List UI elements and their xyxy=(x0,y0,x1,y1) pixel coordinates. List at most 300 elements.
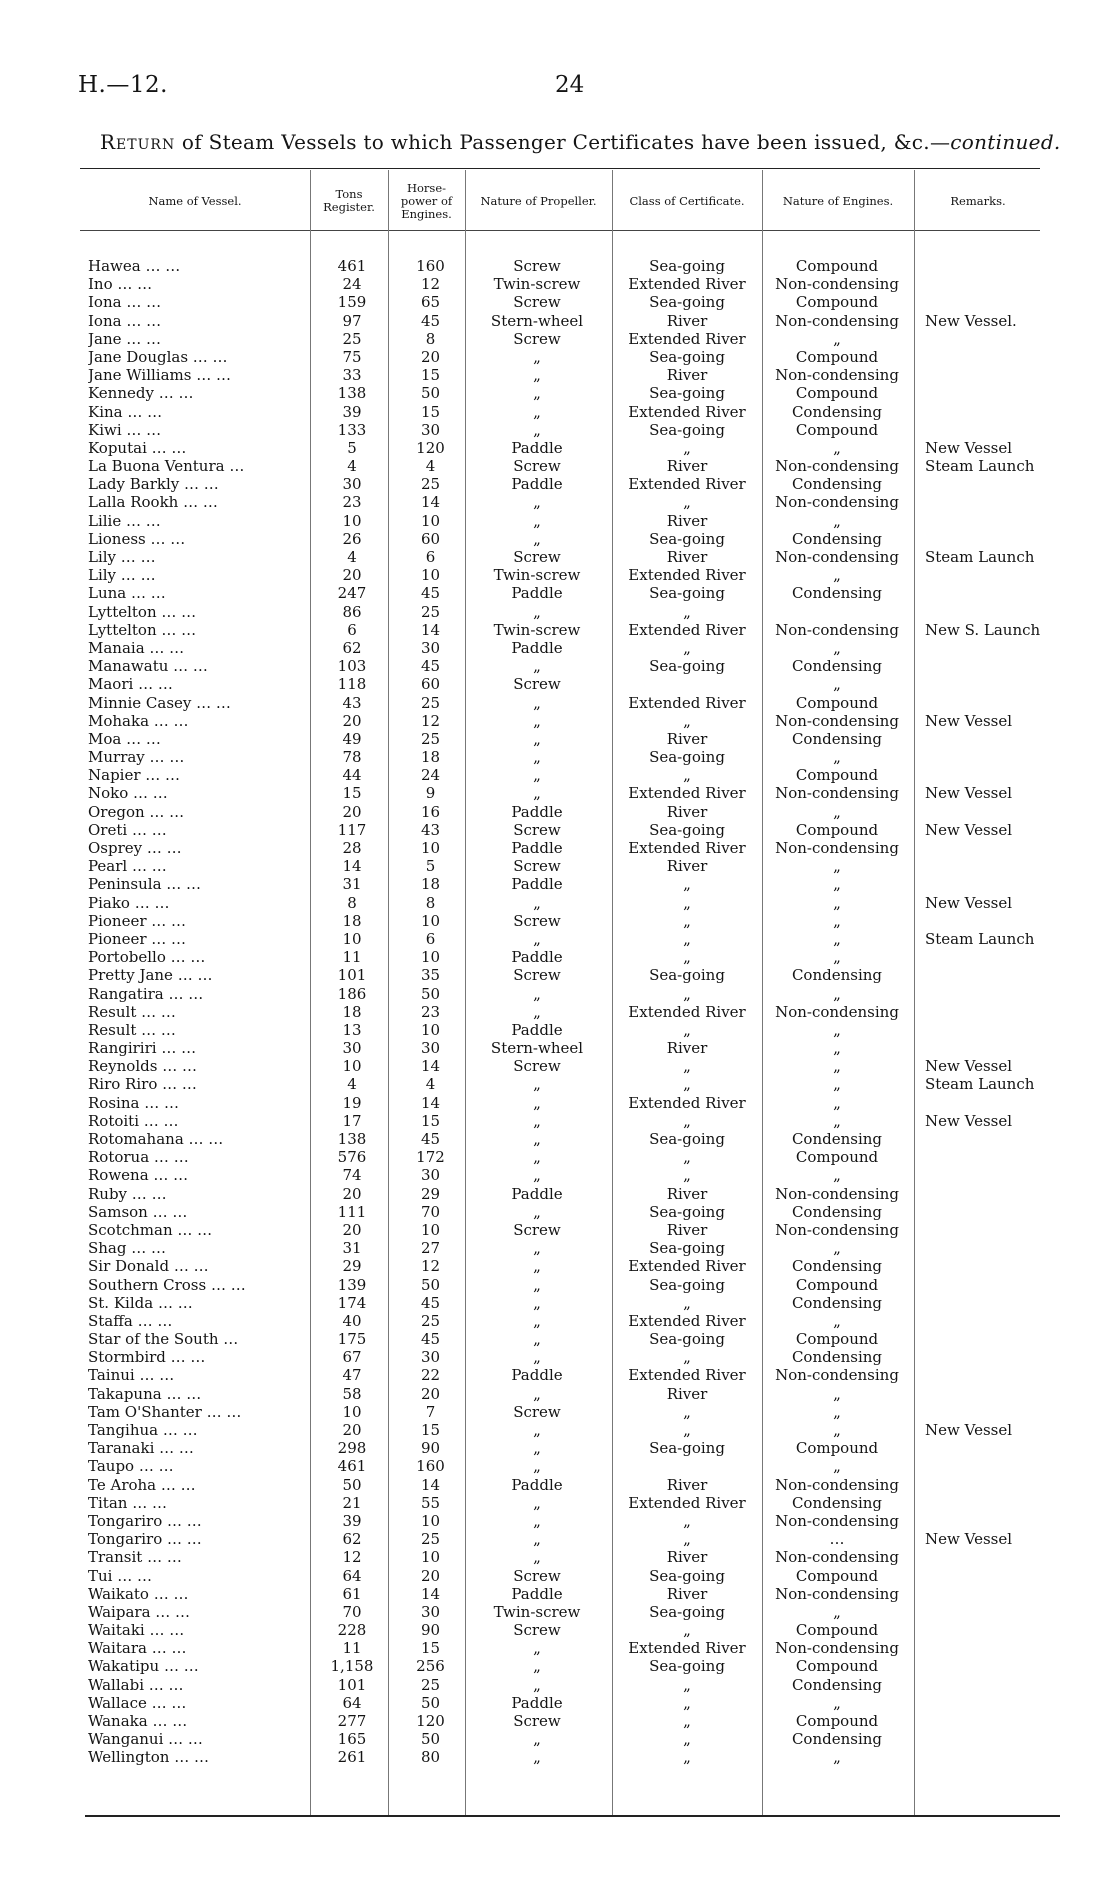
tons-register: 67 xyxy=(342,1348,362,1367)
vessel-name: Jane Williams … … xyxy=(88,366,232,385)
certificate-class: „ xyxy=(683,1148,691,1167)
tons-register: 118 xyxy=(337,675,367,694)
certificate-class: River xyxy=(666,802,708,821)
table-row xyxy=(0,712,1114,730)
propeller-type: „ xyxy=(533,1457,541,1476)
tons-register: 86 xyxy=(342,602,362,621)
table-row xyxy=(0,1348,1114,1366)
horse-power: 55 xyxy=(420,1493,441,1512)
vessel-name: Taupo … … xyxy=(88,1457,174,1476)
engine-type: Condensing xyxy=(791,729,883,748)
propeller-type: Screw xyxy=(513,257,561,275)
certificate-class: Sea-going xyxy=(649,1239,725,1258)
certificate-class: River xyxy=(666,457,708,476)
engine-type: „ xyxy=(833,893,841,912)
page-reference: H.—12. xyxy=(78,72,168,98)
propeller-type: „ xyxy=(533,766,541,785)
vessel-name: Star of the South … xyxy=(88,1330,239,1349)
tons-register: 62 xyxy=(342,638,362,657)
tons-register: 49 xyxy=(342,729,362,748)
certificate-class: Sea-going xyxy=(649,1130,725,1148)
certificate-class: Extended River xyxy=(628,620,746,639)
tons-register: 576 xyxy=(337,1148,367,1167)
remarks: Steam Launch xyxy=(925,457,1035,476)
propeller-type: Screw xyxy=(513,457,561,476)
vessel-name: Tainui … … xyxy=(88,1366,175,1385)
engine-type: „ xyxy=(833,1111,841,1130)
table-row xyxy=(0,875,1114,893)
table-top-rule xyxy=(80,168,1040,169)
propeller-type: „ xyxy=(533,984,541,1003)
tons-register: 10 xyxy=(342,929,362,948)
table-row xyxy=(0,1057,1114,1075)
vessel-name: Lady Barkly … … xyxy=(88,475,219,494)
tons-register: 26 xyxy=(342,529,362,548)
vessel-name: Wallace … … xyxy=(88,1693,187,1712)
engine-type: Condensing xyxy=(791,475,883,494)
horse-power: 10 xyxy=(420,839,441,857)
table-row xyxy=(0,1585,1114,1603)
engine-type: Non-condensing xyxy=(775,1366,899,1385)
engine-type: Compound xyxy=(795,1712,879,1730)
tons-register: 20 xyxy=(342,802,362,821)
horse-power: 120 xyxy=(416,438,445,457)
table-row xyxy=(0,1003,1114,1021)
horse-power: 30 xyxy=(420,1039,441,1058)
engine-type: „ xyxy=(833,1748,841,1767)
horse-power: 50 xyxy=(420,1730,441,1749)
tons-register: 50 xyxy=(342,1475,362,1494)
table-row xyxy=(0,1385,1114,1403)
horse-power: 90 xyxy=(420,1439,441,1458)
page-number: 24 xyxy=(555,72,585,98)
vessel-name: Transit … … xyxy=(88,1548,182,1567)
propeller-type: Stern-wheel xyxy=(490,1039,584,1058)
horse-power: 6 xyxy=(425,548,436,566)
table-row xyxy=(0,1512,1114,1530)
title-middle: of Steam Vessels to which Passenger Certificates have been issued, &c.— xyxy=(175,130,951,154)
table-row xyxy=(0,803,1114,821)
propeller-type: Screw xyxy=(513,820,561,839)
remarks: New Vessel xyxy=(925,820,1013,839)
table-row xyxy=(0,1130,1114,1148)
tons-register: 139 xyxy=(337,1275,367,1294)
certificate-class: Sea-going xyxy=(649,293,725,312)
tons-register: 74 xyxy=(342,1166,362,1185)
propeller-type: Screw xyxy=(513,293,561,312)
certificate-class: „ xyxy=(683,1293,691,1312)
propeller-type: „ xyxy=(533,784,541,803)
engine-type: Compound xyxy=(795,257,879,275)
certificate-class: Sea-going xyxy=(649,1275,725,1294)
horse-power: 14 xyxy=(420,1093,441,1112)
engine-type: Condensing xyxy=(791,1675,883,1694)
table-row xyxy=(0,1748,1114,1766)
engine-type: „ xyxy=(833,638,841,657)
propeller-type: Paddle xyxy=(511,1693,563,1712)
horse-power: 10 xyxy=(420,1020,441,1039)
vessel-name: Mohaka … … xyxy=(88,711,189,730)
remarks: New Vessel xyxy=(925,893,1013,912)
propeller-type: Twin-screw xyxy=(493,1602,581,1621)
tons-register: 165 xyxy=(337,1730,367,1749)
propeller-type: „ xyxy=(533,402,541,421)
tons-register: 4 xyxy=(347,1075,357,1094)
vessel-name: Luna … … xyxy=(88,584,166,603)
horse-power: 10 xyxy=(420,1548,441,1567)
propeller-type: „ xyxy=(533,1548,541,1567)
engine-type: Condensing xyxy=(791,1130,883,1148)
horse-power: 50 xyxy=(420,984,441,1003)
table-row xyxy=(0,293,1114,311)
propeller-type: „ xyxy=(533,1730,541,1749)
vessel-name: Takapuna … … xyxy=(88,1384,202,1403)
engine-type: … xyxy=(829,1530,845,1549)
table-row xyxy=(0,1276,1114,1294)
propeller-type: „ xyxy=(533,1439,541,1458)
certificate-class: Extended River xyxy=(628,329,746,348)
table-row xyxy=(0,1330,1114,1348)
vessel-name: Minnie Casey … … xyxy=(88,693,231,712)
vessel-name: Moa … … xyxy=(88,729,161,748)
horse-power: 29 xyxy=(420,1184,441,1203)
tons-register: 20 xyxy=(342,1421,362,1439)
propeller-type: „ xyxy=(533,1075,541,1094)
certificate-class: Extended River xyxy=(628,475,746,494)
propeller-type: „ xyxy=(533,693,541,712)
propeller-type: Paddle xyxy=(511,1020,563,1039)
certificate-class: River xyxy=(666,366,708,385)
propeller-type: Paddle xyxy=(511,438,563,457)
table-row xyxy=(0,985,1114,1003)
tons-register: 61 xyxy=(342,1584,362,1603)
engine-type: „ xyxy=(833,1602,841,1621)
vessel-name: Rotomahana … … xyxy=(88,1130,224,1148)
table-row xyxy=(0,603,1114,621)
horse-power: 45 xyxy=(420,1130,441,1148)
certificate-class: Sea-going xyxy=(649,966,725,985)
vessel-name: Riro Riro … … xyxy=(88,1075,197,1094)
propeller-type: „ xyxy=(533,711,541,730)
horse-power: 43 xyxy=(420,820,441,839)
tons-register: 62 xyxy=(342,1530,362,1549)
horse-power: 172 xyxy=(416,1148,445,1167)
vessel-name: Rosina … … xyxy=(88,1093,179,1112)
certificate-class: „ xyxy=(683,766,691,785)
horse-power: 90 xyxy=(420,1621,441,1640)
engine-type: Compound xyxy=(795,1657,879,1676)
engine-type: Non-condensing xyxy=(775,620,899,639)
certificate-class: „ xyxy=(683,1712,691,1730)
tons-register: 10 xyxy=(342,1057,362,1076)
tons-register: 31 xyxy=(342,875,362,894)
header-tons: Tons Register. xyxy=(323,187,375,214)
table-row xyxy=(0,1439,1114,1457)
vessel-name: Scotchman … … xyxy=(88,1220,213,1239)
certificate-class: River xyxy=(666,729,708,748)
horse-power: 16 xyxy=(420,802,441,821)
propeller-type: Screw xyxy=(513,1621,561,1640)
horse-power: 160 xyxy=(416,1457,445,1476)
propeller-type: „ xyxy=(533,1093,541,1112)
certificate-class: „ xyxy=(683,875,691,894)
propeller-type: Paddle xyxy=(511,1475,563,1494)
table-row xyxy=(0,1294,1114,1312)
tons-register: 24 xyxy=(342,275,362,294)
horse-power: 45 xyxy=(420,1330,441,1349)
tons-register: 1,158 xyxy=(330,1657,374,1676)
table-row xyxy=(0,1403,1114,1421)
table-row xyxy=(0,784,1114,802)
tons-register: 4 xyxy=(347,457,357,476)
horse-power: 10 xyxy=(420,566,441,585)
header-name: Name of Vessel. xyxy=(148,193,242,208)
tons-register: 43 xyxy=(342,693,362,712)
tons-register: 4 xyxy=(347,548,357,566)
certificate-class: „ xyxy=(683,1075,691,1094)
vessel-table-body xyxy=(0,257,1114,1767)
table-row xyxy=(0,1730,1114,1748)
engine-type: Non-condensing xyxy=(775,784,899,803)
engine-type: „ xyxy=(833,1693,841,1712)
certificate-class: „ xyxy=(683,1111,691,1130)
table-row xyxy=(0,1075,1114,1093)
certificate-class: River xyxy=(666,1584,708,1603)
vessel-name: Wanaka … … xyxy=(88,1712,188,1730)
vessel-name: Pioneer … … xyxy=(88,911,187,930)
certificate-class: Extended River xyxy=(628,1366,746,1385)
table-row xyxy=(0,475,1114,493)
certificate-class: „ xyxy=(683,711,691,730)
engine-type: Compound xyxy=(795,1148,879,1167)
vessel-name: Jane Douglas … … xyxy=(88,347,228,366)
certificate-class: „ xyxy=(683,893,691,912)
propeller-type: Paddle xyxy=(511,875,563,894)
tons-register: 228 xyxy=(337,1621,367,1640)
propeller-type: „ xyxy=(533,366,541,385)
tons-register: 39 xyxy=(342,1511,362,1530)
tons-register: 12 xyxy=(342,1548,362,1567)
certificate-class: Extended River xyxy=(628,1639,746,1658)
tons-register: 19 xyxy=(342,1093,362,1112)
vessel-name: Waikato … … xyxy=(88,1584,189,1603)
engine-type: „ xyxy=(833,875,841,894)
table-row xyxy=(0,403,1114,421)
certificate-class: Extended River xyxy=(628,402,746,421)
horse-power: 50 xyxy=(420,384,441,403)
horse-power: 12 xyxy=(420,275,441,294)
engine-type: Non-condensing xyxy=(775,711,899,730)
tons-register: 101 xyxy=(337,1675,367,1694)
engine-type: Non-condensing xyxy=(775,1639,899,1658)
vessel-name: St. Kilda … … xyxy=(88,1293,193,1312)
engine-type: Compound xyxy=(795,1275,879,1294)
table-row xyxy=(0,1657,1114,1675)
vessel-name: Waitara … … xyxy=(88,1639,187,1658)
horse-power: 25 xyxy=(420,602,441,621)
table-row xyxy=(0,493,1114,511)
vessel-name: Rotorua … … xyxy=(88,1148,189,1167)
remarks: New Vessel xyxy=(925,1111,1013,1130)
propeller-type: Paddle xyxy=(511,475,563,494)
horse-power: 20 xyxy=(420,1566,441,1585)
table-row xyxy=(0,1185,1114,1203)
engine-type: Non-condensing xyxy=(775,457,899,476)
horse-power: 45 xyxy=(420,584,441,603)
vessel-name: Koputai … … xyxy=(88,438,187,457)
propeller-type: Twin-screw xyxy=(493,275,581,294)
table-row xyxy=(0,1457,1114,1475)
tons-register: 28 xyxy=(342,839,362,857)
propeller-type: „ xyxy=(533,1293,541,1312)
engine-type: Compound xyxy=(795,384,879,403)
horse-power: 14 xyxy=(420,1057,441,1076)
horse-power: 30 xyxy=(420,1166,441,1185)
horse-power: 15 xyxy=(420,1421,441,1439)
propeller-type: Paddle xyxy=(511,638,563,657)
tons-register: 44 xyxy=(342,766,362,785)
title-suffix: continued. xyxy=(950,130,1061,154)
certificate-class: River xyxy=(666,311,708,330)
horse-power: 50 xyxy=(420,1275,441,1294)
table-row xyxy=(0,384,1114,402)
tons-register: 10 xyxy=(342,511,362,530)
tons-register: 13 xyxy=(342,1020,362,1039)
tons-register: 97 xyxy=(342,311,362,330)
tons-register: 159 xyxy=(337,293,367,312)
propeller-type: Paddle xyxy=(511,584,563,603)
certificate-class: „ xyxy=(683,984,691,1003)
engine-type: „ xyxy=(833,566,841,585)
engine-type: „ xyxy=(833,1384,841,1403)
vessel-name: Iona … … xyxy=(88,293,162,312)
engine-type: Non-condensing xyxy=(775,311,899,330)
engine-type: „ xyxy=(833,1093,841,1112)
propeller-type: „ xyxy=(533,657,541,676)
propeller-type: „ xyxy=(533,1311,541,1330)
vessel-name: Wellington … … xyxy=(88,1748,209,1767)
tons-register: 111 xyxy=(337,1202,367,1221)
certificate-class: River xyxy=(666,1475,708,1494)
propeller-type: Paddle xyxy=(511,839,563,857)
tons-register: 461 xyxy=(337,1457,367,1476)
engine-type: Condensing xyxy=(791,657,883,676)
certificate-class: Sea-going xyxy=(649,257,725,275)
table-row xyxy=(0,566,1114,584)
tons-register: 5 xyxy=(347,438,357,457)
certificate-class: Sea-going xyxy=(649,420,725,439)
table-row xyxy=(0,839,1114,857)
vessel-name: Taranaki … … xyxy=(88,1439,194,1458)
vessel-name: Lyttelton … … xyxy=(88,620,197,639)
table-row xyxy=(0,1221,1114,1239)
header-certificate: Class of Certificate. xyxy=(629,193,745,208)
vessel-name: Wakatipu … … xyxy=(88,1657,199,1676)
vessel-name: Te Aroha … … xyxy=(88,1475,196,1494)
engine-type: „ xyxy=(833,1057,841,1076)
propeller-type: „ xyxy=(533,1148,541,1167)
vessel-name: Tangihua … … xyxy=(88,1421,198,1439)
table-row xyxy=(0,730,1114,748)
engine-type: Non-condensing xyxy=(775,1220,899,1239)
engine-type: Compound xyxy=(795,1621,879,1640)
propeller-type: Paddle xyxy=(511,1366,563,1385)
table-row xyxy=(0,530,1114,548)
certificate-class: River xyxy=(666,1384,708,1403)
propeller-type: Screw xyxy=(513,1566,561,1585)
tons-register: 14 xyxy=(342,857,362,876)
tons-register: 20 xyxy=(342,1220,362,1239)
vessel-name: Pearl … … xyxy=(88,857,167,876)
engine-type: „ xyxy=(833,1020,841,1039)
tons-register: 133 xyxy=(337,420,367,439)
tons-register: 75 xyxy=(342,347,362,366)
certificate-class: Extended River xyxy=(628,1257,746,1276)
table-row xyxy=(0,675,1114,693)
vessel-name: Ruby … … xyxy=(88,1184,167,1203)
vessel-name: Hawea … … xyxy=(88,257,181,275)
table-row xyxy=(0,930,1114,948)
certificate-class: Extended River xyxy=(628,839,746,857)
certificate-class: Sea-going xyxy=(649,1566,725,1585)
tons-register: 20 xyxy=(342,1184,362,1203)
vessel-name: Murray … … xyxy=(88,748,185,767)
propeller-type: „ xyxy=(533,602,541,621)
engine-type: Compound xyxy=(795,1439,879,1458)
engine-type: „ xyxy=(833,911,841,930)
engine-type: Non-condensing xyxy=(775,1548,899,1567)
certificate-class: Extended River xyxy=(628,1002,746,1021)
engine-type: „ xyxy=(833,948,841,967)
engine-type: Compound xyxy=(795,1566,879,1585)
table-row xyxy=(0,894,1114,912)
table-row xyxy=(0,857,1114,875)
horse-power: 14 xyxy=(420,1584,441,1603)
certificate-class: Sea-going xyxy=(649,1439,725,1458)
tons-register: 78 xyxy=(342,748,362,767)
propeller-type: Screw xyxy=(513,675,561,694)
certificate-class: „ xyxy=(683,1020,691,1039)
certificate-class: „ xyxy=(683,1621,691,1640)
propeller-type: „ xyxy=(533,493,541,512)
remarks: New Vessel xyxy=(925,784,1013,803)
vessel-name: Waitaki … … xyxy=(88,1621,185,1640)
certificate-class: „ xyxy=(683,1421,691,1439)
engine-type: Compound xyxy=(795,820,879,839)
header-engines: Nature of Engines. xyxy=(782,193,894,208)
certificate-class: Sea-going xyxy=(649,748,725,767)
engine-type: Non-condensing xyxy=(775,1475,899,1494)
engine-type: „ xyxy=(833,1421,841,1439)
certificate-class: River xyxy=(666,548,708,566)
table-row xyxy=(0,584,1114,602)
vessel-name: Oregon … … xyxy=(88,802,185,821)
horse-power: 30 xyxy=(420,1602,441,1621)
table-row xyxy=(0,1676,1114,1694)
tons-register: 186 xyxy=(337,984,367,1003)
engine-type: Compound xyxy=(795,1330,879,1349)
propeller-type: Paddle xyxy=(511,1184,563,1203)
table-row xyxy=(0,657,1114,675)
engine-type: Condensing xyxy=(791,1730,883,1749)
certificate-class: „ xyxy=(683,1530,691,1549)
propeller-type: „ xyxy=(533,1657,541,1676)
engine-type: Non-condensing xyxy=(775,548,899,566)
vessel-name: Oreti … … xyxy=(88,820,167,839)
vessel-name: Wallabi … … xyxy=(88,1675,184,1694)
table-row xyxy=(0,912,1114,930)
engine-type: Condensing xyxy=(791,402,883,421)
